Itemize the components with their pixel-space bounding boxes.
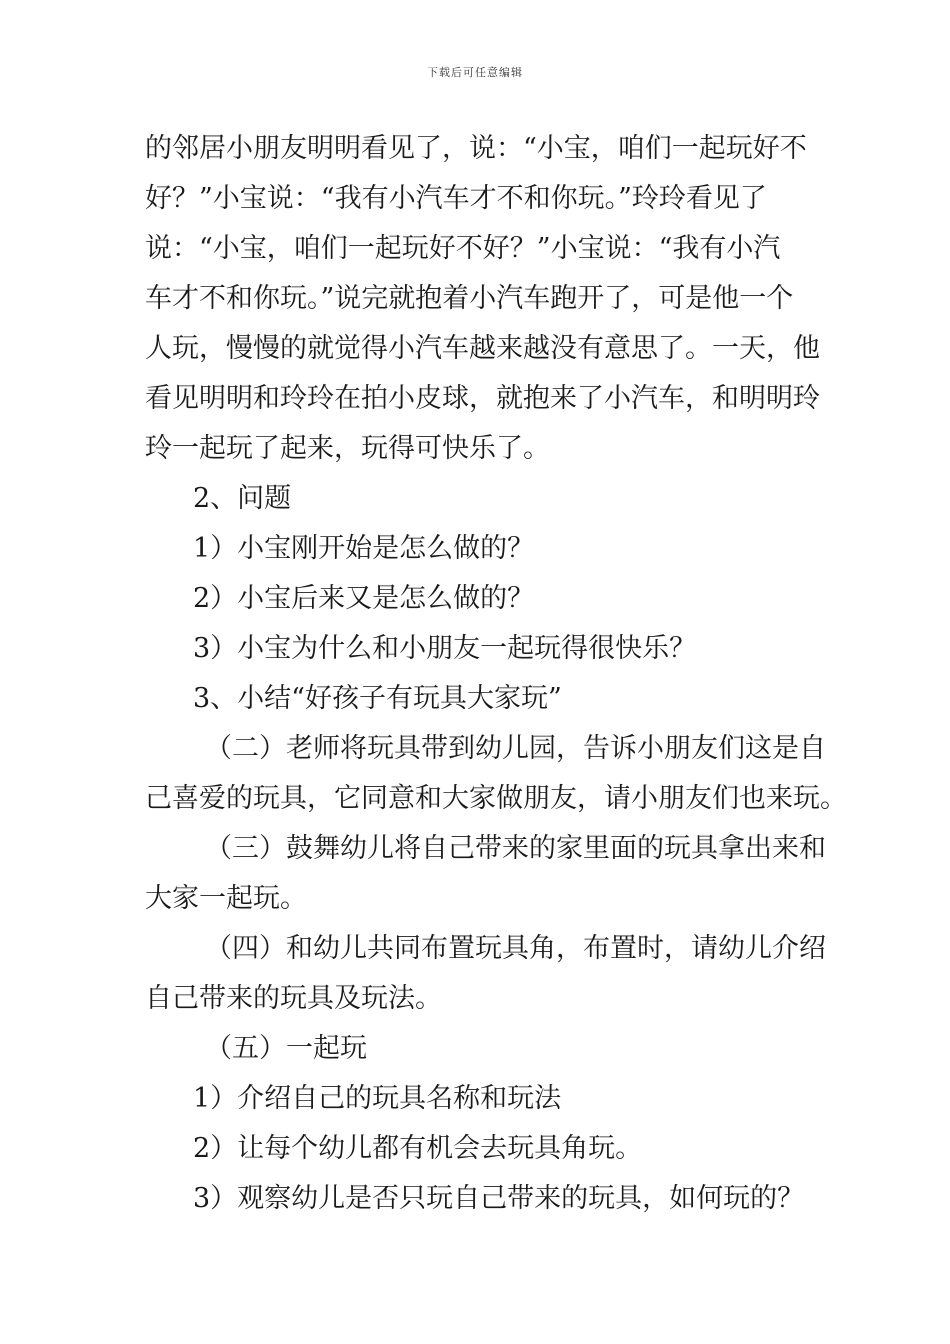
document-body	[145, 124, 847, 1224]
text-line: 大家一起玩。	[145, 883, 307, 914]
list-item: 1）介绍自己的玩具名称和玩法	[193, 1083, 562, 1114]
section-heading: 2、问题	[193, 483, 292, 514]
text-line: 己喜爱的玩具，它同意和大家做朋友，请小朋友们也来玩。	[145, 783, 847, 814]
text-line: 看见明明和玲玲在拍小皮球，就抱来了小汽车，和明明玲	[145, 383, 820, 414]
text-line: 人玩，慢慢的就觉得小汽车越来越没有意思了。一天，他	[145, 333, 820, 364]
list-item: 1）小宝刚开始是怎么做的？	[193, 533, 535, 564]
section-heading: 3、小结“好孩子有玩具大家玩”	[193, 683, 562, 714]
text-line: 好？”小宝说：“我有小汽车才不和你玩。”玲玲看见了	[145, 183, 767, 214]
page-header: 下载后可任意编辑	[427, 66, 523, 79]
paragraph-start: （四）和幼儿共同布置玩具角，布置时，请幼儿介绍	[205, 933, 826, 964]
text-line: 车才不和你玩。”说完就抱着小汽车跑开了，可是他一个	[145, 283, 794, 314]
text-line: 玲一起玩了起来，玩得可快乐了。	[145, 433, 550, 464]
list-item: 2）让每个幼儿都有机会去玩具角玩。	[193, 1133, 643, 1164]
list-item: 3）观察幼儿是否只玩自己带来的玩具，如何玩的？	[193, 1183, 805, 1214]
paragraph-start: （三）鼓舞幼儿将自己带来的家里面的玩具拿出来和	[205, 833, 826, 864]
list-item: 2）小宝后来又是怎么做的？	[193, 583, 535, 614]
list-item: 3）小宝为什么和小朋友一起玩得很快乐？	[193, 633, 697, 664]
paragraph-start: （二）老师将玩具带到幼儿园，告诉小朋友们这是自	[205, 733, 826, 764]
section-heading: （五）一起玩	[205, 1033, 367, 1064]
text-line: 说：“小宝，咱们一起玩好不好？”小宝说：“我有小汽	[145, 233, 781, 264]
text-line: 的邻居小朋友明明看见了，说：“小宝，咱们一起玩好不	[145, 133, 807, 164]
text-line: 自己带来的玩具及玩法。	[145, 983, 442, 1014]
